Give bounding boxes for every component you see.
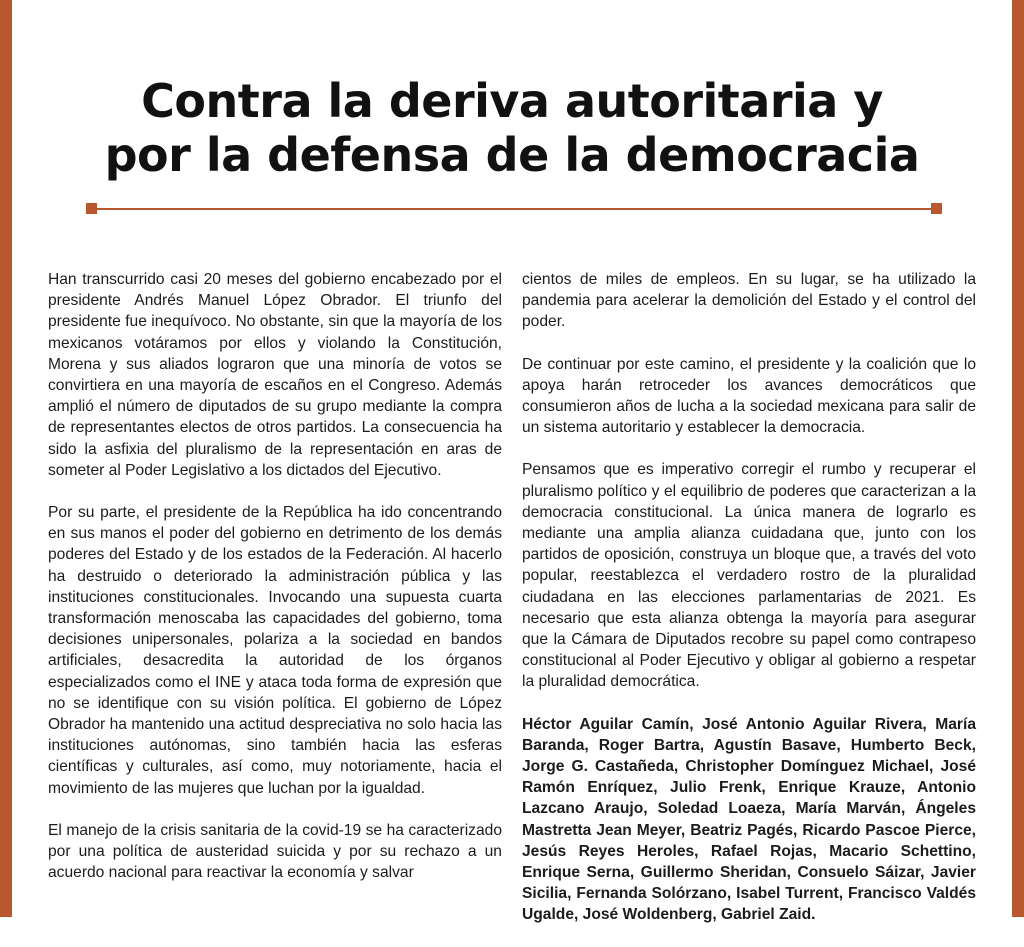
headline (40, 74, 984, 182)
paragraph-pandemic-continued: cientos de miles de empleos. En su lugar, se ha utilizado la pandemia para acelerar la demolición del Estado y el control del poder. (522, 271, 976, 331)
paragraph-consequences: De continuar por este camino, el presidente y la coalición que lo apoya harán retroceder los avances democráticos que consumieron años de lucha a la sociedad mexicana para salir de un sistema autoritario y establecer la democracia. (522, 355, 976, 437)
paragraph-call-to-action: Pensamos que es imperativo corregir el rumbo y recuperar el pluralismo político y el equilibrio de poderes que caracterizan a la democracia constitucional. La única manera de lograrlo es mediante una amplia alianza cuidadana que, junto con los partidos de oposición, construya un bloque que, a través del voto popular, reestablezca el verdadero rostro de la pluralidad ciudadana en las elecciones parlamentarias de 2021. Es necesario que esta alianza obtenga la mayoría para asegurar que la Cámara de Diputados recobre su papel como contrapeso constitucional al Poder Ejecutivo y obligar al gobierno a respetar la pluralidad democrática. (522, 461, 976, 691)
signatories-list: Héctor Aguilar Camín, José Antonio Aguilar Rivera, María Baranda, Roger Bartra, Agustín Basave, Humberto Beck, Jorge G. Castañeda, Christopher Domínguez Michael, José Ramón Enríquez, Julio Frenk, Enrique Krauze, Antonio Lazcano Araujo, Soledad Loaeza, María Marván, Ángeles Mastretta Jean Meyer, Beatriz Pagés, Ricardo Pascoe Pierce, Jesús Reyes Heroles, Rafael Rojas, Macario Schettino, Enrique Serna, Guillermo Sheridan, Consuelo Sáizar, Javier Sicilia, Fernanda Solórzano, Isabel Turrent, Francisco Valdés Ugalde, José Woldenberg, Gabriel Zaid. (522, 715, 976, 924)
paragraph-congress: Han transcurrido casi 20 meses del gobierno encabezado por el presidente Andrés Manuel López Obrador. El triunfo del presidente fue inequívoco. No obstante, sin que la mayoría de los mexicanos votáramos por ellos y violando la Constitución, Morena y sus aliados lograron que una minoría de votos se convirtiera en una mayoría de escaños en el Congreso. Además amplió el número de diputados de su grupo mediante la compra de representantes electos de otros partidos. La consecuencia ha sido la asfixia del pluralismo de la representación en aras de someter al Poder Legislativo a los dictados del Ejecutivo. (48, 271, 502, 479)
left-border (0, 0, 12, 917)
headline-line-2: por la defensa de la democracia (104, 128, 920, 182)
headline-line-1: Contra la deriva autoritaria y (141, 74, 883, 128)
paragraph-executive-power: Por su parte, el presidente de la República ha ido concentrando en sus manos el poder del gobierno en detrimento de los demás poderes del Estado y de los estados de la Federación. Al hacerlo ha destruido o deteriorado la administración pública y las instituciones constitucionales. Invocando una supuesta cuarta transformación menoscaba las capacidades del gobierno, toma decisiones unipersonales, polariza a la sociedad en bandos artificiales, desacredita la autoridad de los órganos especializados como el INE y ataca toda forma de expresión que no se identifique con su visión política. El gobierno de López Obrador ha mantenido una actitud despreciativa no solo hacia las instituciones autónomas, sino también hacia las esferas científicas y culturales, así como, muy notoriamente, hacia el movimiento de las mujeres que luchan por la igualdad. (48, 504, 502, 797)
title-divider (86, 203, 942, 215)
text-column-left (48, 269, 502, 904)
text-column-right (522, 269, 976, 947)
divider-end-square-left (86, 203, 97, 214)
paragraph-health-crisis: El manejo de la crisis sanitaria de la covid-19 se ha caracterizado por una política de austeridad suicida y por su rechazo a un acuerdo nacional para reactivar la economía y salvar (48, 821, 502, 882)
divider-end-square-right (931, 203, 942, 214)
divider-line (92, 208, 936, 210)
right-border (1012, 0, 1024, 917)
